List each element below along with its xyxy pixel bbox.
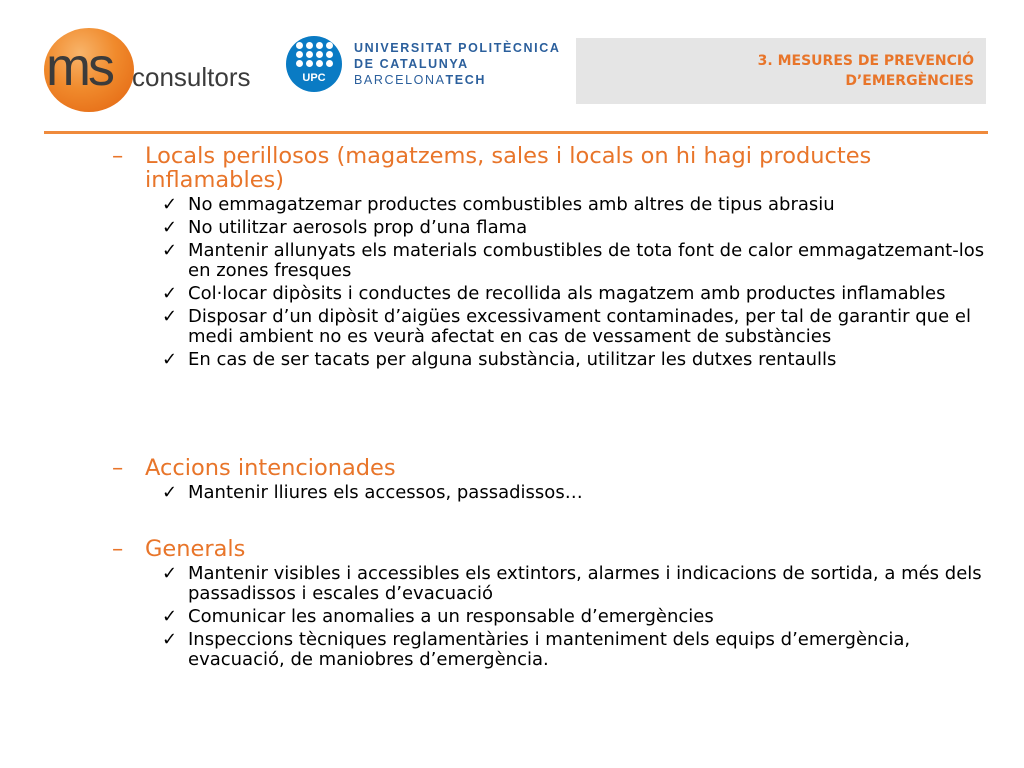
ms-consultors-logo xyxy=(44,28,274,112)
section-locals-perillosos xyxy=(112,144,992,373)
bullet-list xyxy=(112,195,992,370)
list-item xyxy=(112,284,992,304)
check-icon: ✓ xyxy=(162,194,178,215)
upc-mark: UPC xyxy=(302,72,326,84)
check-icon: ✓ xyxy=(162,629,178,650)
upc-dot xyxy=(316,42,323,49)
list-item-text: En cas de ser tacats per alguna substància, utilitzar les dutxes rentaulls xyxy=(188,349,837,370)
section-heading xyxy=(112,537,992,561)
slide-title xyxy=(758,51,974,91)
check-icon: ✓ xyxy=(162,306,178,327)
section-generals xyxy=(112,537,992,673)
upc-dot xyxy=(316,60,323,67)
list-item xyxy=(112,241,992,281)
ms-logo-word: consultors xyxy=(132,62,251,92)
list-item-text: Mantenir lliures els accessos, passadissos… xyxy=(188,482,583,503)
dash-bullet-icon: – xyxy=(112,143,124,169)
upc-dot xyxy=(306,42,313,49)
section-heading xyxy=(112,456,992,480)
upc-dot xyxy=(296,42,303,49)
upc-name xyxy=(354,40,560,88)
dash-bullet-icon: – xyxy=(112,536,124,562)
upc-dot xyxy=(326,51,333,58)
list-item xyxy=(112,630,992,670)
upc-dot xyxy=(306,60,313,67)
bullet-list xyxy=(112,483,992,503)
list-item xyxy=(112,195,992,215)
list-item xyxy=(112,607,992,627)
list-item-text: Mantenir allunyats els materials combustibles de tota font de calor emmagatzemant-los en zones fresques xyxy=(188,240,985,281)
check-icon: ✓ xyxy=(162,606,178,627)
list-item xyxy=(112,483,992,503)
check-icon: ✓ xyxy=(162,563,178,584)
header-divider xyxy=(44,131,988,134)
slide-title-box xyxy=(576,38,986,104)
upc-dot xyxy=(306,51,313,58)
check-icon: ✓ xyxy=(162,349,178,370)
list-item xyxy=(112,350,992,370)
list-item-text: Disposar d’un dipòsit d’aigües excessivament contaminades, per tal de garantir que el medi ambient no es veurà afectat en cas de vessament de substàncies xyxy=(188,306,971,347)
section-heading-text: Locals perillosos (magatzems, sales i locals on hi hagi productes inflamables) xyxy=(145,143,872,193)
upc-dot xyxy=(326,60,333,67)
check-icon: ✓ xyxy=(162,482,178,503)
list-item-text: Col·locar dipòsits i conductes de recollida als magatzem amb productes inflamables xyxy=(188,283,946,304)
list-item xyxy=(112,307,992,347)
list-item-text: No emmagatzemar productes combustibles amb altres de tipus abrasiu xyxy=(188,194,835,215)
upc-line3-b: TECH xyxy=(445,73,486,87)
upc-dot xyxy=(296,60,303,67)
upc-line3-a: BARCELONA xyxy=(354,73,446,87)
list-item-text: Mantenir visibles i accessibles els extintors, alarmes i indicacions de sortida, a més dels passadissos i escales d’evacuació xyxy=(188,563,982,604)
upc-dot xyxy=(326,42,333,49)
section-heading xyxy=(112,144,992,192)
check-icon: ✓ xyxy=(162,240,178,261)
upc-dot xyxy=(316,51,323,58)
upc-line2: DE CATALUNYA xyxy=(354,57,469,71)
slide-title-line2: D’EMERGÈNCIES xyxy=(845,73,974,89)
list-item-text: No utilitzar aerosols prop d’una flama xyxy=(188,217,528,238)
ms-logo-letters: ms xyxy=(46,37,112,97)
slide-title-line1: 3. MESURES DE PREVENCIÓ xyxy=(757,53,974,69)
section-heading-text: Generals xyxy=(145,536,246,562)
upc-logo xyxy=(286,36,566,92)
upc-line3 xyxy=(354,72,560,88)
upc-dot xyxy=(296,51,303,58)
dash-bullet-icon: – xyxy=(112,455,124,481)
section-accions-intencionades xyxy=(112,456,992,506)
check-icon: ✓ xyxy=(162,217,178,238)
list-item xyxy=(112,564,992,604)
upc-emblem-icon xyxy=(286,36,342,92)
list-item-text: Inspeccions tècniques reglamentàries i manteniment dels equips d’emergència, evacuació, de maniobres d’emergència. xyxy=(188,629,911,670)
upc-line1: UNIVERSITAT POLITÈCNICA xyxy=(354,41,561,55)
section-heading-text: Accions intencionades xyxy=(145,455,396,481)
check-icon: ✓ xyxy=(162,283,178,304)
list-item xyxy=(112,218,992,238)
upc-dots-icon xyxy=(293,40,335,70)
bullet-list xyxy=(112,564,992,670)
list-item-text: Comunicar les anomalies a un responsable d’emergències xyxy=(188,606,714,627)
